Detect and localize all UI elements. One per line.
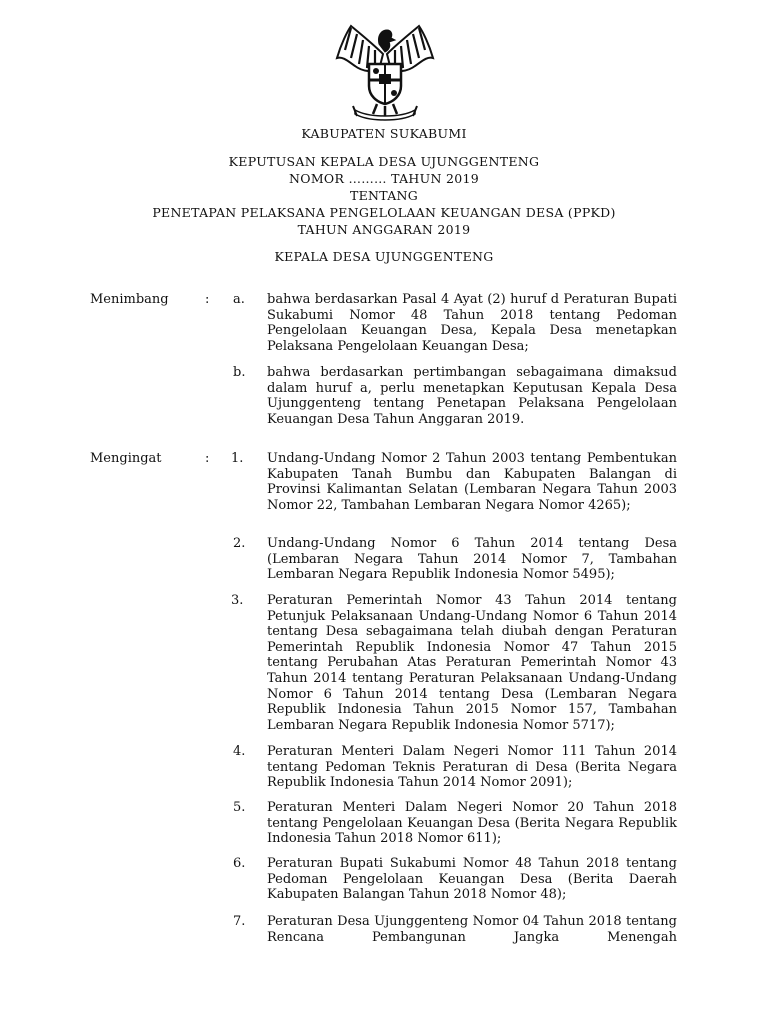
regency-heading: KABUPATEN SUKABUMI	[301, 126, 467, 141]
about-label: TENTANG	[349, 188, 419, 203]
mengingat-item-text: Peraturan Bupati Sukabumi Nomor 48 Tahun 2018 tentang Pedoman Pengelolaan Keuangan Desa (Berita Daerah Kabupaten Balangan Tahun 2018 Nomor 48);	[267, 856, 677, 903]
mengingat-item-marker: 4.	[233, 744, 246, 759]
decree-subject-line-1: PENETAPAN PELAKSANA PENGELOLAAN KEUANGAN DESA (PPKD)	[152, 205, 616, 220]
decree-title: KEPUTUSAN KEPALA DESA UJUNGGENTENG	[228, 154, 540, 169]
menimbang-colon: :	[205, 292, 210, 307]
mengingat-item-marker: 2.	[233, 536, 246, 551]
menimbang-item-marker: a.	[233, 292, 245, 307]
menimbang-item-marker: b.	[233, 365, 246, 380]
menimbang-item-text: bahwa berdasarkan pertimbangan sebagaimana dimaksud dalam huruf a, perlu menetapkan Keputusan Kepala Desa Ujunggenteng tentang Penetapan Pelaksana Pengelolaan Keuangan Desa Tahun Anggaran 2019.	[267, 365, 677, 427]
mengingat-item-text: Undang-Undang Nomor 2 Tahun 2003 tentang Pembentukan Kabupaten Tanah Bumbu dan Kabupaten Balangan di Provinsi Kalimantan Selatan (Lembaran Negara Tahun 2003 Nomor 22, Tambahan Lembaran Negara Nomor 4265);	[267, 451, 677, 513]
mengingat-item-text: Peraturan Menteri Dalam Negeri Nomor 20 Tahun 2018 tentang Pengelolaan Keuangan Desa (Berita Negara Republik Indonesia Tahun 2018 Nomor 611);	[267, 800, 677, 847]
issuer-heading: KEPALA DESA UJUNGGENTENG	[274, 249, 494, 264]
menimbang-item-text: bahwa berdasarkan Pasal 4 Ayat (2) huruf d Peraturan Bupati Sukabumi Nomor 48 Tahun 2018 tentang Pedoman Pengelolaan Keuangan Desa, Kepala Desa menetapkan Pelaksana Pengelolaan Keuangan Desa;	[267, 292, 677, 354]
decree-subject-line-2: TAHUN ANGGARAN 2019	[297, 222, 471, 237]
mengingat-item-marker: 7.	[233, 914, 246, 929]
mengingat-item-text: Peraturan Desa Ujunggenteng Nomor 04 Tahun 2018 tentang Rencana Pembangunan Jangka Menengah	[267, 914, 677, 945]
mengingat-colon: :	[205, 451, 210, 466]
mengingat-item-text: Peraturan Pemerintah Nomor 43 Tahun 2014 tentang Petunjuk Pelaksanaan Undang-Undang Nomor 6 Tahun 2014 tentang Desa sebagaimana telah diubah dengan Peraturan Pemerintah Republik Indonesia Nomor 47 Tahun 2015 tentang Perubahan Atas Peraturan Pemerintah Nomor 43 Tahun 2014 tentang Peraturan Pelaksanaan Undang-Undang Nomor 6 Tahun 2014 tentang Desa (Lembaran Negara Republik Indonesia Tahun 2015 Nomor 157, Tambahan Lembaran Negara Republik Indonesia Nomor 5717);	[267, 593, 677, 733]
garuda-emblem-icon	[329, 14, 441, 122]
mengingat-item-marker: 5.	[233, 800, 246, 815]
mengingat-item-text: Peraturan Menteri Dalam Negeri Nomor 111 Tahun 2014 tentang Pedoman Teknis Peraturan di Desa (Berita Negara Republik Indonesia Tahun 2014 Nomor 2091);	[267, 744, 677, 791]
mengingat-item-marker: 6.	[233, 856, 246, 871]
mengingat-item-marker: 1.	[231, 451, 244, 466]
decree-number: NOMOR ……… TAHUN 2019	[289, 171, 479, 186]
menimbang-label: Menimbang	[90, 292, 169, 307]
mengingat-label: Mengingat	[90, 451, 162, 466]
mengingat-item-text: Undang-Undang Nomor 6 Tahun 2014 tentang Desa (Lembaran Negara Tahun 2014 Nomor 7, Tambahan Lembaran Negara Republik Indonesia Nomor 5495);	[267, 536, 677, 583]
mengingat-item-marker: 3.	[231, 593, 244, 608]
